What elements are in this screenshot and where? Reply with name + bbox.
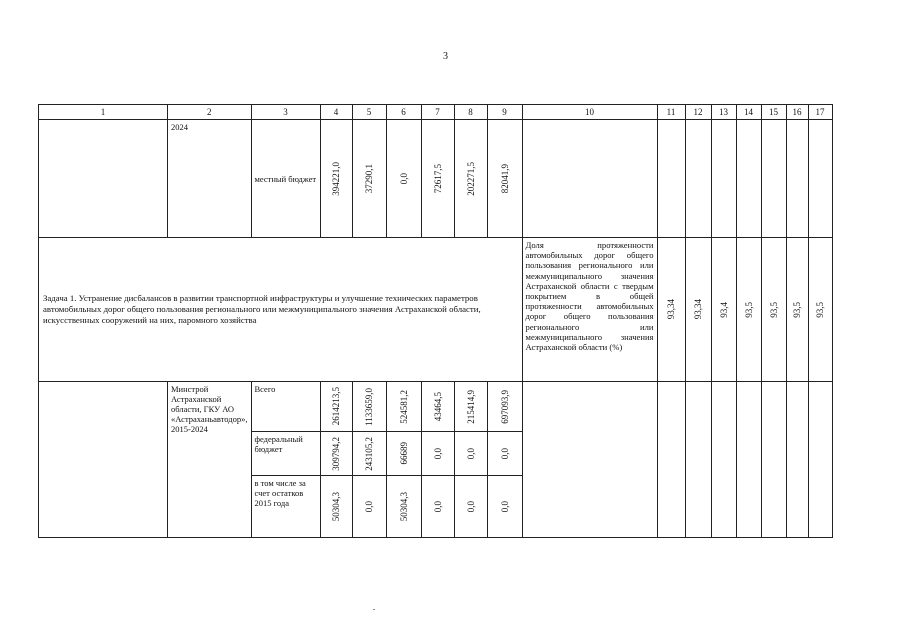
target-value: 93,5 [743, 301, 754, 318]
col-9-header: 9 [487, 105, 522, 120]
col-13-header: 13 [711, 105, 736, 120]
executor-cell: Минстрой Астраханской области, ГКУ АО «Астраханьавтодор», 2015-2024 [168, 382, 252, 538]
value-cell: 202271,5 [465, 161, 476, 196]
value-cell: 0,0 [499, 447, 510, 460]
col-5-header: 5 [352, 105, 386, 120]
scan-dot [373, 609, 375, 610]
value-cell: 82041,9 [499, 163, 510, 194]
value-cell: 0,0 [499, 500, 510, 513]
col-6-header: 6 [386, 105, 421, 120]
budget-label: Всего [251, 382, 320, 432]
budget-label: федеральный бюджет [251, 432, 320, 476]
col-14-header: 14 [736, 105, 761, 120]
value-cell: 0,0 [432, 500, 443, 513]
indicator-text: Доля протяженности автомобильных дорог общего пользования регионального или межмуниципального значения Астраханской области с твердым покрытием в общей протяженности автомобильных дорог общего пользования регионального или межмуниципального значения Астраханской области (%) [522, 238, 657, 382]
col-16-header: 16 [786, 105, 808, 120]
col-3-header: 3 [251, 105, 320, 120]
col-8-header: 8 [454, 105, 487, 120]
value-cell: 524581,2 [398, 389, 409, 424]
value-cell: 0,0 [432, 447, 443, 460]
budget-label: в том числе за счет остатков 2015 года [251, 476, 320, 538]
value-cell: 1133659,0 [364, 387, 375, 426]
value-cell: 215414,9 [465, 389, 476, 424]
table-row [39, 120, 833, 238]
value-cell: 50304,3 [398, 491, 409, 522]
task-description: Задача 1. Устранение дисбалансов в развитии транспортной инфраструктуры и улучшение технических параметров автомобильных дорог общего пользования регионального или межмуниципального значения Астраханской области, искусственных сооружений на них, паромного хозяйства [39, 238, 523, 382]
target-value: 93,34 [693, 299, 704, 320]
value-cell: 0,0 [465, 500, 476, 513]
col-10-header: 10 [522, 105, 657, 120]
budget-table [38, 104, 833, 538]
value-cell: 697093,9 [499, 389, 510, 424]
target-value: 93,5 [792, 301, 803, 318]
value-cell: 394221,0 [331, 161, 342, 196]
budget-label: местный бюджет [251, 120, 320, 238]
table-row [39, 382, 833, 432]
target-value: 93,4 [718, 301, 729, 318]
col-4-header: 4 [320, 105, 352, 120]
value-cell: 37290,1 [364, 163, 375, 194]
col-11-header: 11 [657, 105, 685, 120]
period-cell: 2024 [168, 120, 252, 238]
value-cell: 243105,2 [364, 436, 375, 471]
value-cell: 2614213,5 [331, 387, 342, 426]
header-row [39, 105, 833, 120]
target-value: 93,34 [666, 299, 677, 320]
value-cell: 309794,2 [331, 436, 342, 471]
col-15-header: 15 [761, 105, 786, 120]
value-cell: 0,0 [465, 447, 476, 460]
col-2-header: 2 [168, 105, 252, 120]
col-7-header: 7 [421, 105, 454, 120]
col-1-header: 1 [39, 105, 168, 120]
value-cell: 0,0 [398, 172, 409, 185]
col-12-header: 12 [685, 105, 711, 120]
value-cell: 43464,5 [432, 391, 443, 422]
value-cell: 72617,5 [432, 163, 443, 194]
col-17-header: 17 [808, 105, 832, 120]
value-cell: 66689 [398, 442, 409, 465]
value-cell: 0,0 [364, 500, 375, 513]
task-row [39, 238, 833, 382]
target-value: 93,5 [815, 301, 826, 318]
target-value: 93,5 [768, 301, 779, 318]
page-number: 3 [443, 51, 448, 62]
value-cell: 50304,3 [331, 491, 342, 522]
